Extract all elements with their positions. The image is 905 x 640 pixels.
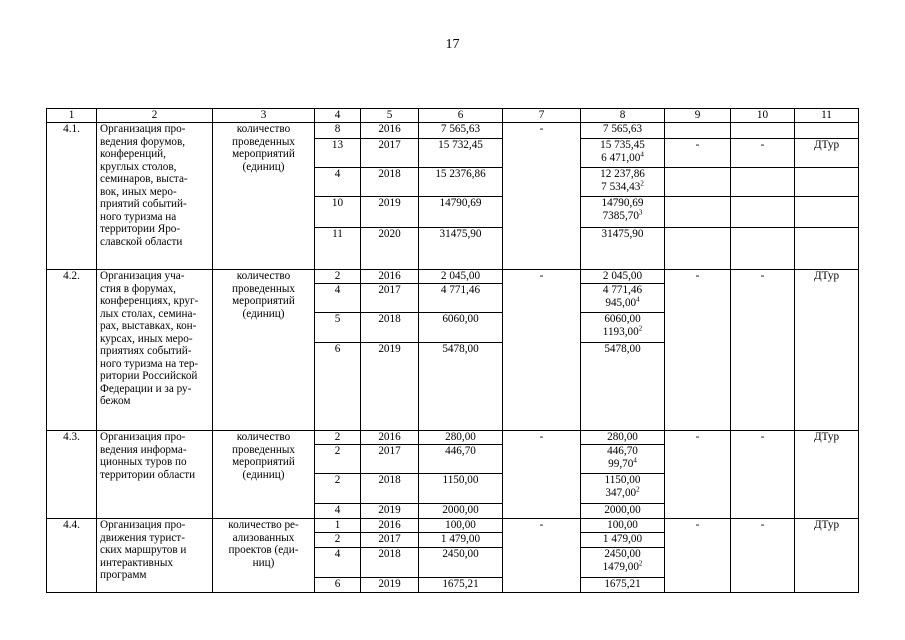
year-value: 2017 [378,533,401,545]
year-cell [361,168,419,197]
indicator-line: мероприятий [232,295,295,307]
footnote-mark: 2 [638,558,643,567]
col11-value: ДТур [813,270,840,282]
col8-cell [581,284,665,313]
count-value: 13 [331,139,344,151]
activity-name-line: приятиях событий- [100,345,192,357]
count-value: 11 [332,228,343,240]
total-value: 1675,21 [442,578,479,590]
col11-cell [795,228,859,270]
col8-value: 1 479,00 [602,533,643,545]
year-cell [361,139,419,168]
col9-value: - [695,431,700,443]
col10-cell [731,168,795,197]
col11-cell [795,168,859,197]
year-cell [361,548,419,578]
indicator-line: мероприятий [232,148,295,160]
col11-cell [795,431,859,519]
col8-value: 4 771,46 [602,284,643,296]
col8-cell [581,445,665,474]
total-value: 2 045,00 [440,270,481,282]
col8-value: 280,00 [607,431,638,443]
col8-value: 1675,21 [604,578,641,590]
year-value: 2018 [378,168,401,180]
program-table [46,108,859,593]
col10-cell [731,228,795,270]
indicator-line: (единиц) [242,307,285,320]
total-cell [419,474,503,504]
col8-value: 7 534,43$^2$ [601,178,644,193]
activity-name-line: ного туризма на тер- [100,357,199,370]
activity-name-line: конференций, [100,148,166,160]
col8-value: 31475,90 [601,228,644,240]
year-value: 2018 [378,313,401,325]
table-row [47,519,859,533]
column-header: 7 [503,109,581,123]
count-value: 8 [334,123,341,135]
col8-value: 7 565,63 [602,123,643,135]
col7-value: - [539,123,544,135]
year-cell [361,270,419,284]
col8-cell [581,474,665,504]
year-value: 2017 [378,139,401,151]
col10-value: - [760,519,765,531]
indicator-line: количество [236,270,291,282]
activity-name-line: ведения информа- [100,443,187,456]
total-cell [419,270,503,284]
activity-name-line: Организация про- [100,431,186,443]
year-cell [361,197,419,228]
col8-cell [581,431,665,445]
col8-value: 2 045,00 [602,270,643,282]
count-cell [315,343,361,431]
activity-name-cell [97,431,213,519]
activity-name-line: Организация про- [100,519,186,531]
col8-value: 100,00 [607,519,638,531]
table-row [47,123,859,139]
col7-value: - [539,270,544,282]
column-header: 2 [97,109,213,123]
col8-cell [581,313,665,343]
column-header: 10 [731,109,795,123]
col9-value: - [695,270,700,282]
footnote-mark: 2 [638,323,643,332]
col7-value: - [539,519,544,531]
indicator-line: проектов (еди- [228,544,299,556]
activity-name-line: территории Яро- [100,223,181,235]
year-value: 2019 [378,343,401,355]
count-value: 4 [334,284,341,296]
col8-value: 7385,70$^3$ [602,207,643,222]
indicator-cell [213,519,315,593]
col9-cell [665,197,731,228]
total-value: 14790,69 [439,197,482,209]
activity-name-cell [97,519,213,593]
col8-cell [581,343,665,431]
year-cell [361,431,419,445]
item-number-cell [47,123,97,270]
col9-value: - [695,519,700,531]
activity-name-line: лых столах, семина- [100,307,197,320]
indicator-line: проведенных [232,443,295,456]
col8-value: 347,00$^2$ [605,484,640,499]
col8-value: 6060,00 [604,313,641,325]
col11-value: ДТур [813,139,840,151]
col8-value: 6 471,00$^4$ [601,149,644,164]
total-cell [419,548,503,578]
count-cell [315,519,361,533]
indicator-line: (единиц) [242,468,285,481]
count-cell [315,197,361,228]
col9-value: - [695,139,700,151]
item-number-cell [47,431,97,519]
col7-cell [503,270,581,431]
col8-value: 99,70$^4$ [608,455,637,470]
col10-cell [731,123,795,139]
total-cell [419,431,503,445]
total-value: 1150,00 [442,474,479,486]
column-header: 3 [213,109,315,123]
col8-value: 2450,00 [604,548,641,560]
indicator-cell [213,431,315,519]
count-value: 2 [334,474,341,486]
col9-cell [665,168,731,197]
footnote-mark: 4 [636,294,640,303]
count-cell [315,139,361,168]
total-cell [419,313,503,343]
year-value: 2019 [378,197,401,209]
col11-cell [795,270,859,431]
footnote-mark: 2 [640,178,644,187]
count-cell [315,548,361,578]
col9-cell [665,139,731,168]
col11-cell [795,197,859,228]
year-cell [361,228,419,270]
count-value: 5 [334,313,341,325]
col10-value: - [760,270,765,282]
page-number: 17 [445,37,460,52]
indicator-line: количество ре- [228,519,299,531]
count-cell [315,504,361,519]
total-cell [419,123,503,139]
col7-cell [503,123,581,270]
total-value: 6060,00 [442,313,479,325]
activity-name-line: программ [100,569,147,581]
year-cell [361,474,419,504]
total-cell [419,533,503,548]
count-value: 2 [334,445,341,457]
col7-cell [503,431,581,519]
activity-name-line: ционных туров по [100,456,187,468]
column-header: 6 [419,109,503,123]
indicator-line: ализованных [232,531,295,544]
activity-name-line: Федерации и за ру- [100,382,192,395]
count-value: 2 [334,270,341,282]
count-cell [315,284,361,313]
col8-value: 2000,00 [604,504,641,516]
activity-name-line: курсах, иных меро- [100,332,193,345]
activity-name-cell [97,123,213,270]
col8-value: 1193,00$^2$ [602,323,643,338]
indicator-line: мероприятий [232,456,295,468]
indicator-cell [213,270,315,431]
activity-name-line: вок, иных меро- [100,185,177,198]
year-value: 2019 [378,504,401,516]
col10-cell [731,139,795,168]
col10-value: - [760,139,765,151]
activity-name-line: рах, выставках, кон- [100,320,197,332]
total-cell [419,519,503,533]
count-value: 1 [334,519,341,531]
activity-name-line: стия в форумах, [100,282,176,295]
total-value: 2000,00 [442,504,479,516]
col8-value: 14790,69 [601,197,644,209]
year-value: 2017 [378,445,401,457]
footnote-mark: 4 [633,455,637,464]
indicator-line: проведенных [232,135,295,148]
year-value: 2016 [378,431,401,443]
count-value: 10 [331,197,344,209]
indicator-line: ниц) [252,556,275,569]
total-cell [419,578,503,593]
year-cell [361,445,419,474]
count-cell [315,228,361,270]
col11-cell [795,519,859,593]
col8-value: 12 237,86 [600,168,645,180]
total-value: 15 2376,86 [435,168,486,180]
year-cell [361,284,419,313]
item-number-cell [47,270,97,431]
activity-name-line: приятий событий- [100,198,187,210]
activity-name-line: движения турист- [100,531,185,544]
col8-value: 5478,00 [604,343,641,355]
col9-cell [665,270,731,431]
total-value: 280,00 [445,431,476,443]
item-number-cell [47,519,97,593]
col8-cell [581,548,665,578]
count-cell [315,445,361,474]
count-value: 2 [334,431,341,443]
count-value: 4 [334,504,341,516]
footnote-mark: 4 [640,149,644,158]
column-header: 5 [361,109,419,123]
total-cell [419,343,503,431]
activity-name-line: ведения форумов, [100,135,186,148]
col11-cell [795,123,859,139]
year-cell [361,578,419,593]
table-row [47,270,859,284]
header-row [47,109,859,123]
col8-cell [581,533,665,548]
year-cell [361,504,419,519]
col8-cell [581,270,665,284]
total-value: 1 479,00 [440,533,481,545]
col10-cell [731,519,795,593]
footnote-mark: 2 [636,484,640,493]
item-number: 4.4. [63,519,80,531]
total-cell [419,228,503,270]
year-value: 2016 [378,519,401,531]
activity-name-line: конференциях, круг- [100,295,199,307]
footnote-mark: 3 [638,207,643,216]
total-value: 15 732,45 [438,139,483,151]
year-cell [361,123,419,139]
item-number: 4.2. [63,270,80,282]
activity-name-line: круглых столов, [100,160,177,173]
column-header: 1 [47,109,97,123]
count-value: 4 [334,168,341,180]
col7-cell [503,519,581,593]
count-value: 6 [334,343,341,355]
total-cell [419,197,503,228]
col11-value: ДТур [813,519,840,531]
col10-value: - [760,431,765,443]
count-cell [315,168,361,197]
indicator-cell [213,123,315,270]
total-value: 2450,00 [442,548,479,560]
count-value: 6 [334,578,341,590]
total-value: 31475,90 [439,228,482,240]
col8-cell [581,197,665,228]
count-cell [315,431,361,445]
total-cell [419,504,503,519]
col8-value: 1479,00$^2$ [602,558,643,573]
total-cell [419,445,503,474]
indicator-line: проведенных [232,282,295,295]
table-row [47,431,859,445]
indicator-line: (единиц) [242,160,285,173]
activity-name-line: славской области [100,235,183,248]
count-cell [315,533,361,548]
col8-cell [581,519,665,533]
col8-value: 1150,00 [604,474,641,486]
col8-cell [581,123,665,139]
count-value: 2 [334,533,341,545]
col9-cell [665,431,731,519]
item-number: 4.1. [63,123,80,135]
col9-cell [665,519,731,593]
activity-name-line: бежом [100,395,131,407]
col10-cell [731,270,795,431]
activity-name-cell [97,270,213,431]
column-header: 9 [665,109,731,123]
col9-cell [665,123,731,139]
count-value: 4 [334,548,341,560]
activity-name-line: ритории Российской [100,370,198,382]
year-cell [361,313,419,343]
activity-name-line: семинаров, выста- [100,173,188,185]
item-number: 4.3. [63,431,80,443]
activity-name-line: интерактивных [100,556,173,569]
total-cell [419,139,503,168]
column-header: 11 [795,109,859,123]
col8-cell [581,228,665,270]
activity-name-line: ного туризма на [100,210,177,223]
total-value: 5478,00 [442,343,479,355]
col8-value: 15 735,45 [600,139,645,151]
indicator-line: количество [236,123,291,135]
year-cell [361,519,419,533]
year-value: 2020 [378,228,401,240]
total-value: 100,00 [445,519,476,531]
count-cell [315,578,361,593]
activity-name-line: ских маршрутов и [100,544,187,556]
col9-cell [665,228,731,270]
count-cell [315,313,361,343]
table-body [47,123,859,593]
year-value: 2017 [378,284,401,296]
column-header: 8 [581,109,665,123]
col8-value: 945,00$^4$ [605,294,640,309]
count-cell [315,123,361,139]
col8-cell [581,139,665,168]
column-header: 4 [315,109,361,123]
col7-value: - [539,431,544,443]
year-value: 2018 [378,474,401,486]
indicator-line: количество [236,431,291,443]
col8-cell [581,504,665,519]
year-cell [361,533,419,548]
count-cell [315,474,361,504]
col11-value: ДТур [813,431,840,443]
year-value: 2016 [378,123,401,135]
activity-name-line: территории области [100,468,196,481]
year-value: 2019 [378,578,401,590]
activity-name-line: Организация уча- [100,270,185,282]
total-value: 4 771,46 [440,284,481,296]
col8-cell [581,578,665,593]
total-cell [419,168,503,197]
col8-value: 446,70 [607,445,638,457]
total-value: 7 565,63 [440,123,481,135]
col8-cell [581,168,665,197]
activity-name-line: Организация про- [100,123,186,135]
count-cell [315,270,361,284]
total-value: 446,70 [445,445,476,457]
total-cell [419,284,503,313]
col10-cell [731,197,795,228]
year-value: 2018 [378,548,401,560]
col11-cell [795,139,859,168]
col10-cell [731,431,795,519]
year-cell [361,343,419,431]
year-value: 2016 [378,270,401,282]
